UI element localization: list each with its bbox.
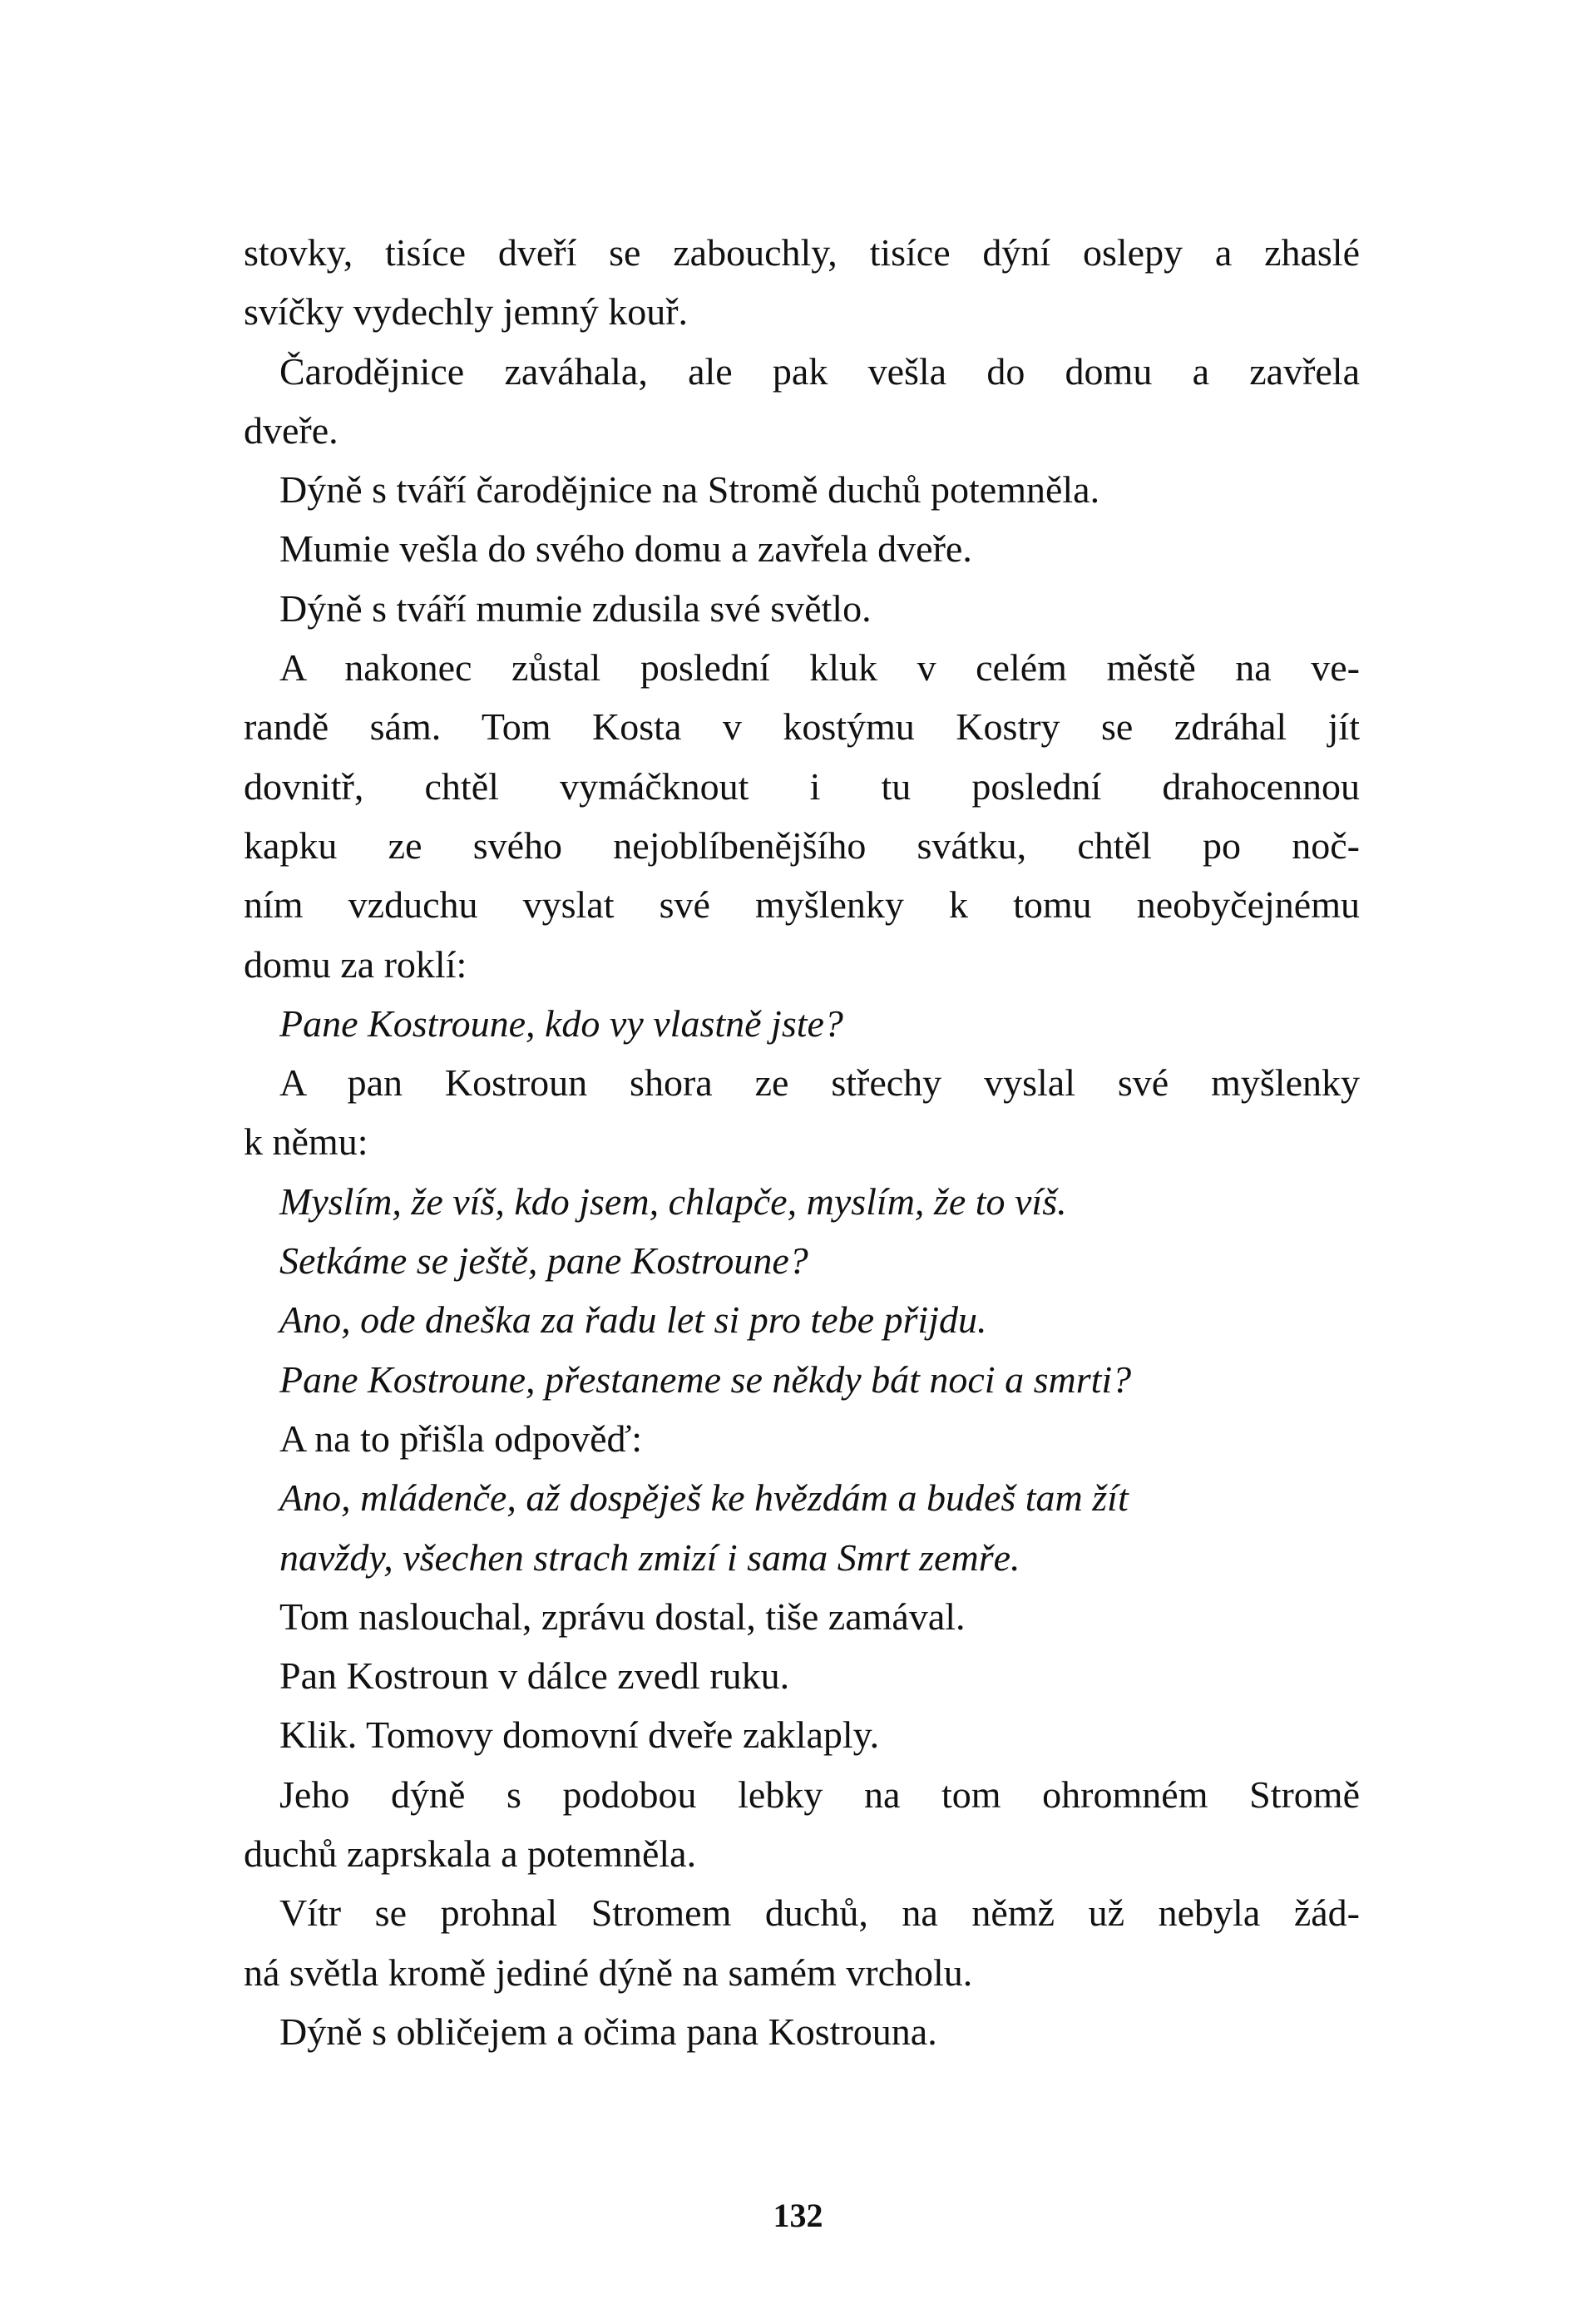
text-line: Dýně s tváří čarodějnice na Stromě duchů potemněla. [279,468,1100,512]
text-line: Dýně s obličejem a očima pana Kostrouna. [279,2010,937,2053]
body-text [244,223,1360,2061]
text-line: dveře. [244,408,338,452]
dialogue-line: Setkáme se ještě, pane Kostroune? [279,1239,808,1283]
dialogue-line: Ano, ode dneška za řadu let si pro tebe přijdu. [279,1298,987,1342]
text-line: Vítr se prohnal Stromem duchů, na němž už nebyla žád- [279,1891,1360,1935]
text-line: stovky, tisíce dveří se zabouchly, tisíce dýní oslepy a zhaslé [244,231,1360,274]
dialogue-line: Pane Kostroune, kdo vy vlastně jste? [279,1001,843,1045]
dialogue-line: Myslím, že víš, kdo jsem, chlapče, myslím, že to víš. [279,1179,1067,1223]
text-line: ná světla kromě jediné dýně na samém vrcholu. [244,1950,973,1994]
text-line: Čarodějnice zaváhala, ale pak vešla do domu a zavřela [279,349,1360,393]
text-line: Pan Kostroun v dálce zvedl ruku. [279,1654,790,1698]
dialogue-line: Pane Kostroune, přestaneme se někdy bát noci a smrti? [279,1357,1132,1401]
text-line: Mumie vešla do svého domu a zavřela dveře. [279,527,972,571]
dialogue-line: Ano, mládenče, až dospěješ ke hvězdám a budeš tam žít [279,1476,1129,1520]
text-line: kapku ze svého nejoblíbenějšího svátku, chtěl po noč- [244,823,1360,867]
text-line: svíčky vydechly jemný kouř. [244,290,689,334]
text-line: duchů zaprskala a potemněla. [244,1832,697,1876]
text-line: Dýně s tváří mumie zdusila své světlo. [279,586,872,630]
page-number: 132 [773,2197,823,2234]
text-line: Jeho dýně s podobou lebky na tom ohromném Stromě [279,1772,1360,1816]
text-line: ním vzduchu vyslat své myšlenky k tomu neobyčejnému [244,883,1360,927]
text-line: A na to přišla odpověď: [279,1417,643,1460]
text-line: domu za roklí: [244,942,467,986]
dialogue-line: navždy, všechen strach zmizí i sama Smrt zemře. [279,1535,1020,1579]
text-line: randě sám. Tom Kosta v kostýmu Kostry se zdráhal jít [244,705,1360,749]
text-line: Tom naslouchal, zprávu dostal, tiše zamával. [279,1595,966,1638]
text-line: A nakonec zůstal poslední kluk v celém městě na ve- [279,646,1360,690]
text-line: A pan Kostroun shora ze střechy vyslal své myšlenky [279,1061,1360,1105]
text-line: dovnitř, chtěl vymáčknout i tu poslední drahocennou [244,764,1360,808]
text-line: k němu: [244,1120,368,1164]
text-line: Klik. Tomovy domovní dveře zaklaply. [279,1713,880,1757]
